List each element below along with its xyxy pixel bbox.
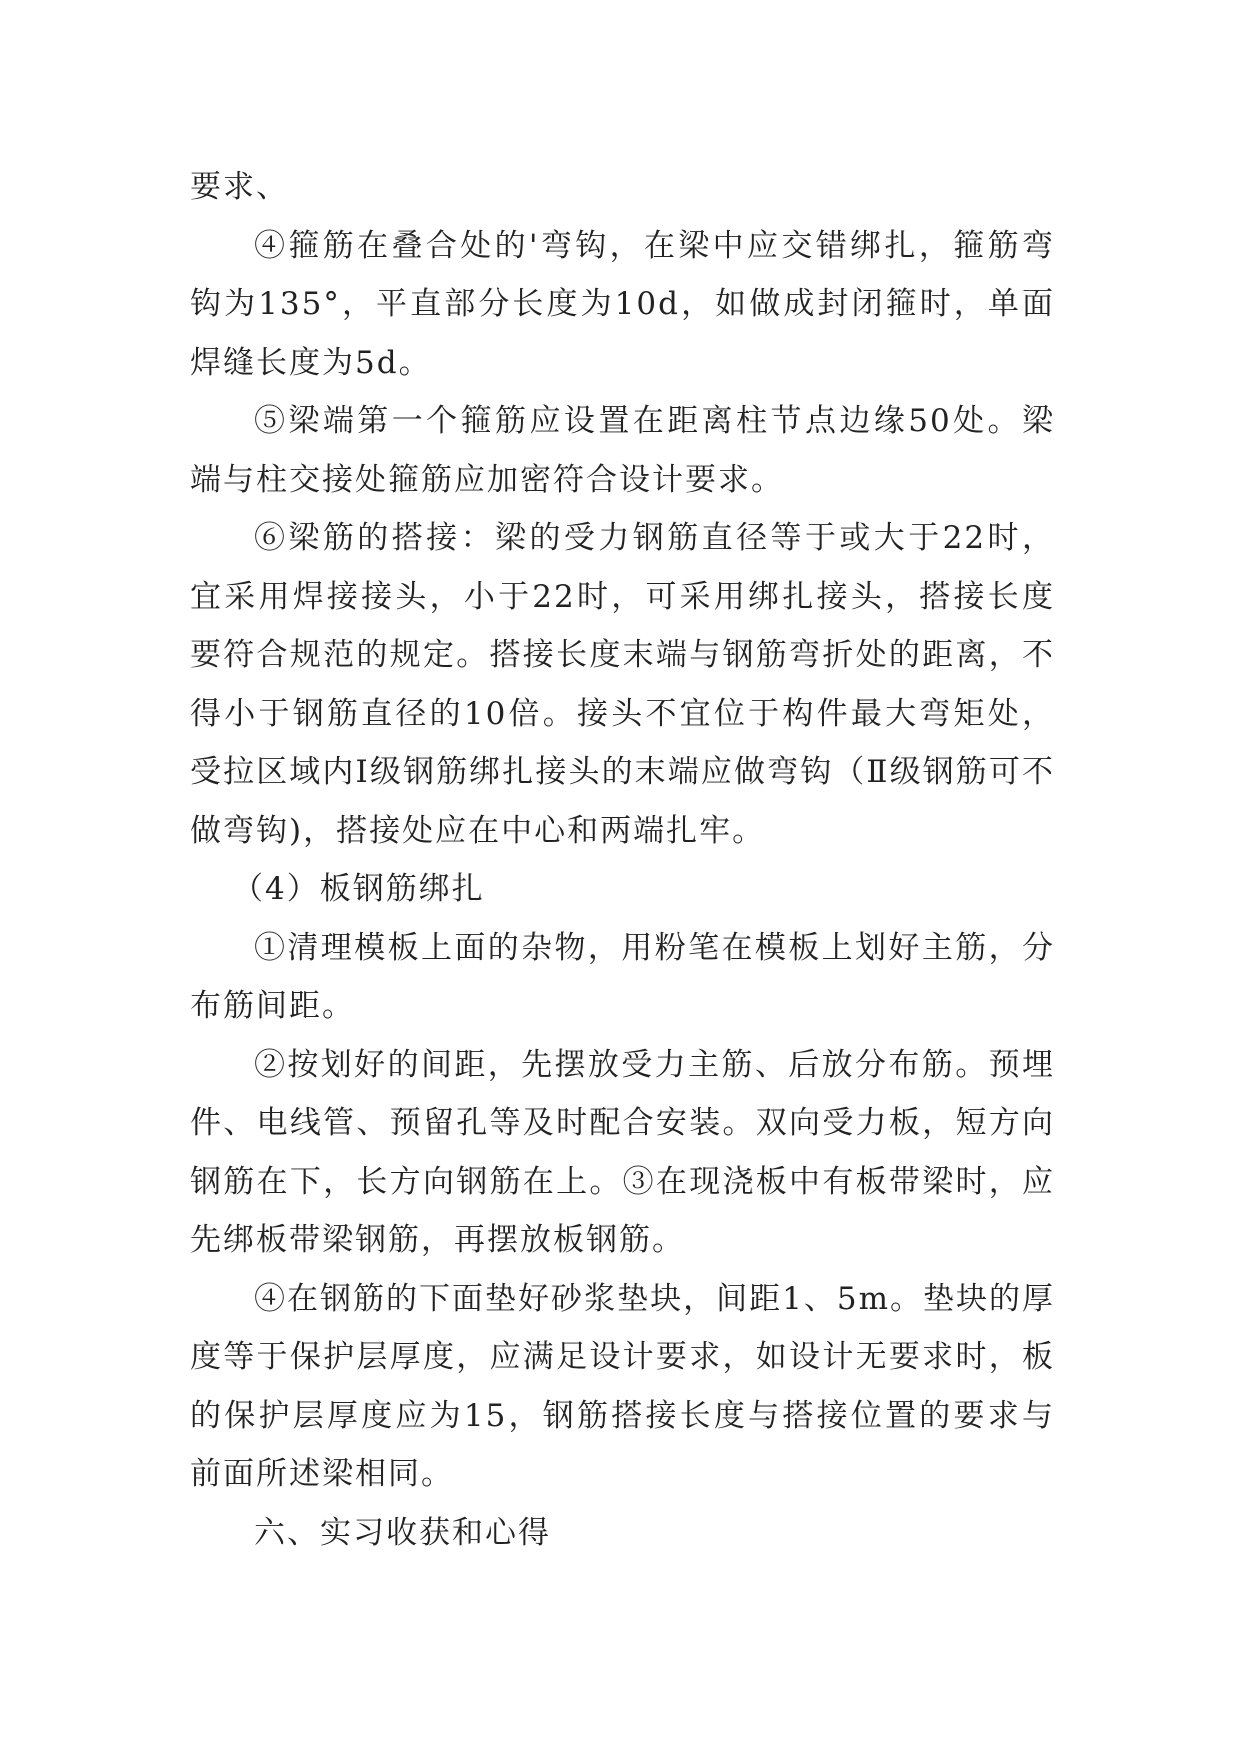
paragraph-stirrup-hook: ④箍筋在叠合处的'弯钩，在梁中应交错绑扎，箍筋弯钩为135°，平直部分长度为10d，如做成封闭箍时，单面焊缝长度为5d。 xyxy=(190,227,1055,381)
paragraph-beam-end-stirrup: ⑤梁端第一个箍筋应设置在距离柱节点边缘50处。梁端与柱交接处箍筋应加密符合设计要求。 xyxy=(190,403,1055,498)
paragraph-beam-rebar-lap: ⑥梁筋的搭接：梁的受力钢筋直径等于或大于22时，宜采用焊接接头，小于22时，可采用绑扎接头，搭接长度要符合规范的规定。搭接长度末端与钢筋弯折处的距离，不得小于钢筋直径的10倍。接头不宜位于构件最大弯矩处，受拉区域内Ⅰ级钢筋绑扎接头的末端应做弯钩（Ⅱ级钢筋可不做弯钩)，搭接处应在中心和两端扎牢。 xyxy=(190,520,1055,849)
section-heading-internship-gains: 六、实习收获和心得 xyxy=(254,1514,551,1551)
section-heading-slab-rebar: （4）板钢筋绑扎 xyxy=(232,871,485,907)
paragraph-place-rebar: ②按划好的间距，先摆放受力主筋、后放分布筋。预埋件、电线管、预留孔等及时配合安装。双向受力板，短方向钢筋在下，长方向钢筋在上。③在现浇板中有板带梁时，应先绑板带梁钢筋，再摆放板钢筋。 xyxy=(190,1046,1055,1258)
paragraph-mortar-blocks: ④在钢筋的下面垫好砂浆垫块，间距1、5m。垫块的厚度等于保护层厚度，应满足设计要求，如设计无要求时，板的保护层厚度应为15，钢筋搭接长度与搭接位置的要求与前面所述梁相同。 xyxy=(190,1280,1055,1492)
paragraph-clean-formwork: ①清理模板上面的杂物，用粉笔在模板上划好主筋，分布筋间距。 xyxy=(190,929,1055,1024)
document-body xyxy=(190,158,1055,1562)
paragraph-continuation: 要求、 xyxy=(190,169,289,205)
